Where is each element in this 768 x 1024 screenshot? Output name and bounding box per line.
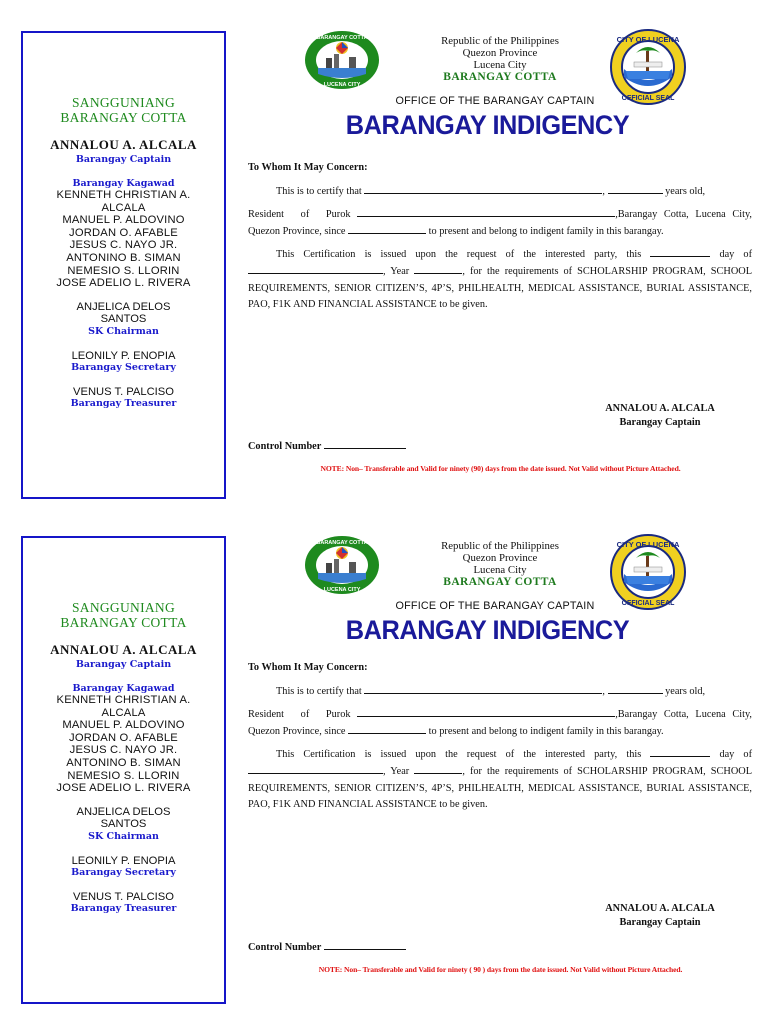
signatory-role: Barangay Captain <box>619 917 701 928</box>
kagawad-label: Barangay Kagawad <box>72 683 175 694</box>
secretary-block <box>23 350 224 375</box>
p1-text-b: , <box>602 185 608 197</box>
treasurer-block <box>23 891 224 916</box>
kagawad-name: JOSE ADELIO L. RIVERA <box>56 782 191 795</box>
council-line-1: SANGGUNIANG <box>71 95 176 110</box>
residence-paragraph <box>248 207 752 240</box>
office-line: OFFICE OF THE BARANGAY CAPTAIN <box>395 600 595 612</box>
treasurer-role: Barangay Treasurer <box>70 398 177 410</box>
treasurer-block <box>23 386 224 411</box>
city-line: Lucena City <box>473 564 527 576</box>
p1-text-a: This is to certify that <box>276 685 362 697</box>
province-line: Quezon Province <box>462 47 538 59</box>
city-of-lucena-seal <box>608 29 688 105</box>
certificate-body <box>248 160 752 314</box>
left-seal-bottom-text: LUCENA CITY <box>323 587 361 593</box>
officials-sidebar <box>21 31 226 499</box>
right-seal-bottom-text: OFFICIAL SEAL <box>621 95 675 102</box>
month-blank[interactable] <box>248 264 383 274</box>
signatory-role: Barangay Captain <box>619 417 701 428</box>
kagawad-label: Barangay Kagawad <box>72 178 175 189</box>
salutation: To Whom It May Concern: <box>248 662 368 673</box>
p3-text-d: , for the requirements of SCHOLARSHIP PROGRAM, SCHOOL REQUIREMENTS, SENIOR CITIZEN’S, 4P’S, PHILHEALTH, MEDICAL ASSISTANCE, BURIAL ASSISTANCE, PAO, F1K AND FINANCIAL ASSISTANCE to be given. <box>248 765 753 811</box>
kagawad-name: MANUEL P. ALDOVINO <box>62 214 185 227</box>
p2-text-c: to present and belong to indigent family in this barangay. <box>428 725 664 737</box>
barangay-cotta-seal <box>304 535 380 595</box>
p1-text-c: years old, <box>662 185 706 197</box>
p2-text-b: ,Barangay Cotta, Lucena City, Quezon Province, since <box>248 209 752 237</box>
sk-name-line-1: ANJELICA DELOS <box>76 300 171 313</box>
since-blank[interactable] <box>348 724 426 734</box>
control-number-label: Control Number <box>248 441 322 452</box>
kagawad-name: JESUS C. NAYO JR. <box>69 239 178 252</box>
p3-text-b: day of <box>710 249 753 261</box>
p2-text-c: to present and belong to indigent family in this barangay. <box>428 225 664 237</box>
validity-note: NOTE: Non– Transferable and Valid for ninety (90) days from the date issued. Not Valid without Picture Attached. <box>320 464 681 473</box>
barangay-line: BARANGAY COTTA <box>443 71 557 83</box>
kagawad-name: KENNETH CHRISTIAN A. <box>56 189 191 201</box>
kagawad-name: ALCALA <box>101 706 146 719</box>
city-line: Lucena City <box>473 59 527 71</box>
barangay-line: BARANGAY COTTA <box>443 576 557 588</box>
kagawad-name: MANUEL P. ALDOVINO <box>62 719 185 732</box>
captain-name: ANNALOU A. ALCALA <box>50 642 197 657</box>
letterhead <box>380 540 620 588</box>
secretary-name: LEONILY P. ENOPIA <box>71 349 176 362</box>
p1-text-a: This is to certify that <box>276 185 362 197</box>
office-line: OFFICE OF THE BARANGAY CAPTAIN <box>395 95 595 107</box>
left-seal-top-text: BARANGAY COTTA <box>316 540 368 546</box>
secretary-block <box>23 855 224 880</box>
name-blank[interactable] <box>364 184 602 194</box>
sk-name-line-2: SANTOS <box>100 313 147 326</box>
since-blank[interactable] <box>348 224 426 234</box>
council-line-1: SANGGUNIANG <box>71 600 176 615</box>
secretary-name: LEONILY P. ENOPIA <box>71 854 176 867</box>
left-seal-top-text: BARANGAY COTTA <box>316 35 368 41</box>
p3-text-a: This Certification is issued upon the request of the interested party, this <box>276 249 642 261</box>
purok-blank[interactable] <box>357 707 615 717</box>
p3-text-b: day of <box>710 749 753 761</box>
kagawad-name: JESUS C. NAYO JR. <box>69 744 178 757</box>
document-title: BARANGAY INDIGENCY <box>345 110 630 140</box>
day-blank[interactable] <box>650 247 710 257</box>
signature-block <box>560 402 760 430</box>
month-blank[interactable] <box>248 764 383 774</box>
kagawad-name: ALCALA <box>101 201 146 214</box>
document-title: BARANGAY INDIGENCY <box>345 615 630 645</box>
officials-sidebar <box>21 536 226 1004</box>
kagawad-name: KENNETH CHRISTIAN A. <box>56 694 191 706</box>
kagawad-name: JOSE ADELIO L. RIVERA <box>56 277 191 290</box>
republic-line: Republic of the Philippines <box>441 35 559 47</box>
letterhead <box>380 35 620 83</box>
barangay-cotta-seal <box>304 30 380 90</box>
p1-text-b: , <box>602 685 608 697</box>
city-of-lucena-seal <box>608 534 688 610</box>
p3-text-a: This Certification is issued upon the request of the interested party, this <box>276 749 642 761</box>
treasurer-role: Barangay Treasurer <box>70 903 177 915</box>
control-number <box>248 439 406 452</box>
right-seal-top-text: CITY OF LUCENA <box>616 540 680 549</box>
age-blank[interactable] <box>608 184 663 194</box>
certify-paragraph <box>248 684 752 701</box>
request-paragraph <box>248 747 752 813</box>
treasurer-name: VENUS T. PALCISO <box>73 890 174 903</box>
request-paragraph <box>248 247 752 313</box>
certificate-top <box>0 0 768 505</box>
validity-note: NOTE: Non– Transferable and Valid for ninety ( 90 ) days from the date issued. Not Valid without Picture Attached. <box>318 965 683 974</box>
control-number-blank[interactable] <box>324 439 406 449</box>
purok-blank[interactable] <box>357 207 615 217</box>
right-seal-top-text: CITY OF LUCENA <box>616 35 680 44</box>
signature-block <box>560 902 760 930</box>
certificate-body <box>248 660 752 814</box>
day-blank[interactable] <box>650 747 710 757</box>
captain-role: Barangay Captain <box>75 154 172 165</box>
kagawad-name: JORDAN O. AFABLE <box>69 731 178 744</box>
certify-paragraph <box>248 184 752 201</box>
control-number-blank[interactable] <box>324 940 406 950</box>
kagawad-list <box>23 694 224 795</box>
kagawad-name: JORDAN O. AFABLE <box>69 226 178 239</box>
p3-text-c: , Year <box>383 765 410 777</box>
secretary-role: Barangay Secretary <box>71 867 176 879</box>
province-line: Quezon Province <box>462 552 538 564</box>
residence-paragraph <box>248 707 752 740</box>
certificate-bottom <box>0 505 768 1010</box>
p2-text-b: ,Barangay Cotta, Lucena City, Quezon Province, since <box>248 709 752 737</box>
kagawad-list <box>23 189 224 290</box>
left-seal-bottom-text: LUCENA CITY <box>323 82 361 88</box>
secretary-role: Barangay Secretary <box>71 362 176 374</box>
p1-text-c: years old, <box>662 685 706 697</box>
captain-role: Barangay Captain <box>75 659 172 670</box>
republic-line: Republic of the Philippines <box>441 540 559 552</box>
sk-name-line-1: ANJELICA DELOS <box>76 805 171 818</box>
kagawad-name: NEMESIO S. LLORIN <box>67 769 180 782</box>
year-blank[interactable] <box>414 264 462 274</box>
council-line-2: BARANGAY COTTA <box>60 615 187 630</box>
kagawad-name: ANTONINO B. SIMAN <box>66 251 181 264</box>
p2-text-a: Resident of Purok <box>248 209 351 221</box>
sk-role: SK Chairman <box>88 325 159 337</box>
kagawad-name: NEMESIO S. LLORIN <box>67 264 180 277</box>
captain-name: ANNALOU A. ALCALA <box>50 137 197 152</box>
council-name <box>23 600 224 630</box>
right-seal-bottom-text: OFFICIAL SEAL <box>621 600 675 607</box>
kagawad-name: ANTONINO B. SIMAN <box>66 756 181 769</box>
p2-text-a: Resident of Purok <box>248 709 351 721</box>
sk-name-line-2: SANTOS <box>100 818 147 831</box>
signatory-name: ANNALOU A. ALCALA <box>605 903 715 914</box>
control-number <box>248 940 406 953</box>
age-blank[interactable] <box>608 684 663 694</box>
name-blank[interactable] <box>364 684 602 694</box>
sk-chairman-block <box>23 806 224 844</box>
p3-text-d: , for the requirements of SCHOLARSHIP PROGRAM, SCHOOL REQUIREMENTS, SENIOR CITIZEN’S, 4P’S, PHILHEALTH, MEDICAL ASSISTANCE, BURIAL ASSISTANCE, PAO, F1K AND FINANCIAL ASSISTANCE to be given. <box>248 265 753 311</box>
p3-text-c: , Year <box>383 265 410 277</box>
council-line-2: BARANGAY COTTA <box>60 110 187 125</box>
sk-role: SK Chairman <box>88 830 159 842</box>
council-name <box>23 95 224 125</box>
salutation: To Whom It May Concern: <box>248 162 368 173</box>
year-blank[interactable] <box>414 764 462 774</box>
treasurer-name: VENUS T. PALCISO <box>73 385 174 398</box>
control-number-label: Control Number <box>248 942 322 953</box>
signatory-name: ANNALOU A. ALCALA <box>605 403 715 414</box>
sk-chairman-block <box>23 301 224 339</box>
